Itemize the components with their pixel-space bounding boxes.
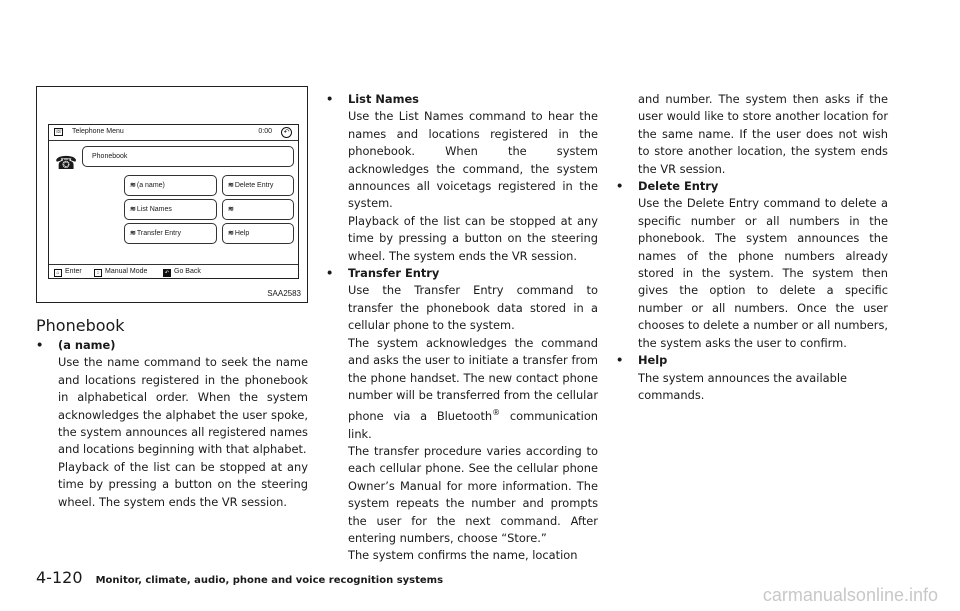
voice-icon: ≋ — [130, 230, 135, 237]
bullet: • — [326, 266, 334, 281]
item-paragraph: Playback of the list can be stopped at any time by pressing a button on the steering wheel. The system ends the VR session. — [58, 459, 308, 509]
watermark: carmanualsonline.info — [762, 585, 938, 605]
bullet: • — [326, 92, 334, 106]
timer: 0:00 — [258, 128, 272, 135]
help-label: Help — [234, 230, 250, 237]
continued-paragraph: and number. The system then asks if the user would like to store another location for the same name. If the user does not wish to store another location, the system ends the VR session. — [638, 92, 888, 176]
go-back-icon: ↶ — [164, 270, 170, 276]
figure-telephone-menu — [36, 86, 308, 303]
a-name-button[interactable] — [124, 175, 217, 196]
page-number: 4-120 — [36, 568, 83, 587]
item-title: List Names — [348, 92, 419, 106]
list-item-list-names — [326, 91, 598, 265]
voice-icon: ≋ — [130, 206, 135, 213]
transfer-entry-button[interactable] — [124, 223, 217, 244]
screen-display — [48, 124, 299, 279]
voice-icon: ≋ — [228, 182, 233, 189]
column-3 — [616, 91, 888, 404]
phonebook-label: Phonebook — [92, 153, 128, 160]
item-paragraph: The system confirms the name, location — [348, 548, 578, 563]
voice-icon: ≋ — [228, 206, 233, 213]
item-paragraph: Use the Delete Entry command to delete a specific number or all numbers in the phonebook. The system announces the names of the phone numbers already stored in the system. The system then gives the option to delete a specific number or all numbers. Once the user chooses to delete a number or all numbers, the system asks the user to confirm. — [638, 196, 888, 350]
phone-icon: ☏ — [55, 129, 63, 135]
item-paragraph: Use the Transfer Entry command to transfer the phonebook data stored in a cellular phone to the system. — [348, 283, 598, 333]
section-heading: Phonebook — [36, 316, 125, 335]
blank-voice-button[interactable] — [222, 199, 294, 220]
manual-mode-label: Manual Mode — [105, 268, 148, 275]
voice-icon: ≋ — [130, 182, 135, 189]
item-paragraph: Use the name command to seek the name and locations registered in the phonebook in alphabetical order. When the system acknowledges the alphabet the user spoke, the system announces all registered names and locations beginning with that alphabet. — [58, 355, 308, 457]
item-paragraph: The transfer procedure varies according to each cellular phone. See the cellular phone Owner’s Manual for more information. The system repeats the number and prompts the user for the next command. After entering numbers, choose “Store.” — [348, 443, 598, 545]
column-1 — [36, 337, 308, 511]
transfer-entry-label: Transfer Entry — [136, 230, 181, 237]
item-paragraph — [348, 335, 598, 443]
list-item-delete-entry — [616, 178, 888, 352]
screen-title: Telephone Menu — [72, 128, 124, 135]
item-title: (a name) — [58, 338, 116, 352]
manual-mode-icon: ↕ — [94, 269, 102, 277]
voice-icon: ≋ — [228, 230, 233, 237]
paragraph-text: The system acknowledges the command and asks the user to initiate a transfer from the phone handset. The new contact phone number will be transferred from the cellular phone via a Bluetooth — [348, 335, 598, 424]
item-paragraph: The system announces the available commands. — [638, 370, 847, 402]
phonebook-button[interactable] — [82, 146, 294, 167]
figure-code: SAA2583 — [267, 289, 301, 298]
item-paragraph: Use the List Names command to hear the names and locations registered in the phonebook. When the system acknowledges the command, the system announces all voicetags registered in the system. — [348, 109, 598, 211]
bullet: • — [616, 179, 624, 194]
column-2 — [326, 91, 598, 565]
item-title: Delete Entry — [638, 179, 719, 194]
help-button[interactable] — [222, 223, 294, 244]
bullet: • — [616, 353, 624, 368]
enter-icon: ⌂ — [54, 269, 62, 277]
delete-entry-button[interactable] — [222, 175, 294, 196]
title-bar — [49, 125, 298, 141]
delete-entry-label: Delete Entry — [234, 182, 274, 189]
back-icon: ↶ — [281, 127, 292, 138]
bottom-bar — [49, 264, 298, 278]
go-back-label: Go Back — [174, 268, 201, 275]
registered-mark: ® — [492, 408, 501, 418]
list-item-help — [616, 352, 888, 404]
bullet: • — [36, 338, 44, 352]
section-title: Monitor, climate, audio, phone and voice recognition systems — [95, 575, 444, 586]
list-names-button[interactable] — [124, 199, 217, 220]
page-footer — [36, 568, 443, 587]
a-name-label: (a name) — [136, 182, 165, 189]
enter-label: Enter — [65, 268, 82, 275]
item-title: Transfer Entry — [348, 266, 440, 281]
list-names-label: List Names — [136, 206, 172, 213]
phone-voice-icon: ☎ — [55, 153, 78, 174]
item-paragraph: Playback of the list can be stopped at any time by pressing a button on the steering wheel. The system ends the VR session. — [348, 213, 598, 263]
paragraph-text: communication link. — [348, 409, 599, 441]
list-item-transfer-entry — [326, 265, 598, 565]
list-item-a-name — [36, 337, 308, 511]
item-title: Help — [638, 353, 668, 368]
